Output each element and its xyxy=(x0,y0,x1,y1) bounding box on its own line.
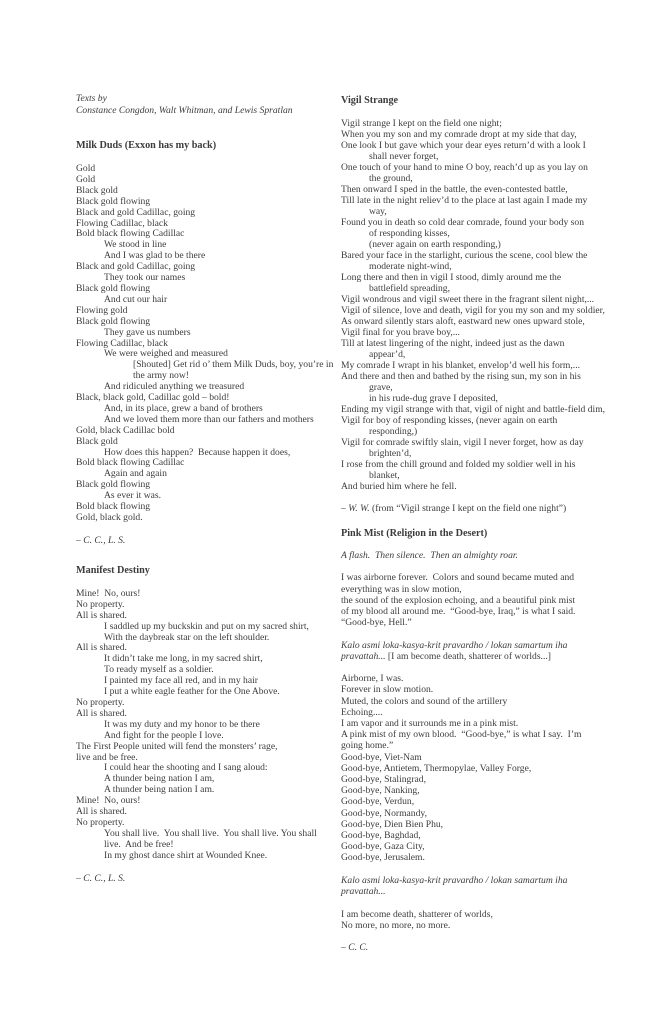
poem-line: shall never forget, xyxy=(369,151,439,162)
poem-line: Good-bye, Baghdad, xyxy=(341,830,421,842)
poem-line: Kalo asmi loka-kasya-krit pravardho / lokan samartum iha xyxy=(341,874,568,886)
poem-line: It didn’t take me long, in my sacred shirt, xyxy=(104,653,263,665)
poem-line: Found you in death so cold dear comrade, found your body son xyxy=(341,217,584,228)
poem-line: And there and then and bathed by the rising sun, my son in his xyxy=(341,371,581,382)
poem-line: And we loved them more than our fathers and mothers xyxy=(104,413,314,425)
poem-line: live. And be free! xyxy=(104,838,174,850)
poem-line: No property. xyxy=(76,816,125,828)
poem-line: of my blood all around me. “Good-bye, Iraq,” is what I said. xyxy=(341,606,576,618)
poem-line: blanket, xyxy=(369,470,400,481)
signature-source: (from “Vigil strange I kept on the field one night”) xyxy=(369,503,567,514)
poem-line: As ever it was. xyxy=(104,490,162,502)
poem-body xyxy=(76,164,342,524)
poem-line: Black gold flowing xyxy=(76,315,151,327)
signature-initials: – W. W. xyxy=(341,503,370,514)
poem-line: Gold xyxy=(76,163,96,174)
poem-line: Good-bye, Stalingrad, xyxy=(341,774,426,786)
poem-line: pravattah... xyxy=(341,886,386,898)
poem-line: Gold, black gold. xyxy=(76,512,143,523)
poem-line: pravattah... [I am become death, shatterer of worlds...] xyxy=(341,650,551,662)
poem-line: Black and gold Cadillac, going xyxy=(76,206,196,218)
poem-line: Then onward I sped in the battle, the even-contested battle, xyxy=(341,184,568,195)
right-column xyxy=(341,95,662,953)
poem-line: Vigil for boy of responding kisses, (never again on earth xyxy=(341,415,558,426)
poem-line: Till at latest lingering of the night, indeed just as the dawn xyxy=(341,338,565,349)
poem-line: Good-bye, Jerusalem. xyxy=(341,852,425,864)
poem-line: I am vapor and it surrounds me in a pink mist. xyxy=(341,718,519,730)
poem-line: I could hear the shooting and I sang aloud: xyxy=(104,762,268,774)
poem-line: We were weighed and measured xyxy=(104,348,228,360)
poem-line: Black gold xyxy=(76,184,118,196)
poem-line: All is shared. xyxy=(76,806,127,818)
poem-line: everything was in slow motion, xyxy=(341,583,462,595)
poem-line: When you my son and my comrade dropt at my side that day, xyxy=(341,129,577,140)
poem-line: Kalo asmi loka-kasya-krit pravardho / lokan samartum iha xyxy=(341,639,568,651)
poem-line: I put a white eagle feather for the One Above. xyxy=(104,686,280,698)
poem-line: moderate night-wind, xyxy=(369,261,452,272)
poem-section xyxy=(76,565,342,884)
signature-initials: – C. C. xyxy=(341,941,369,953)
poem-line: Black and gold Cadillac, going xyxy=(76,261,196,273)
poem-line: One touch of your hand to mine O boy, reach’d up as you lay on xyxy=(341,162,588,173)
blank-line xyxy=(341,561,662,572)
poem-line: A flash. Then silence. Then an almighty roar. xyxy=(341,550,518,561)
poem-line: Bold black flowing Cadillac xyxy=(76,457,185,469)
poem-line: My comrade I wrapt in his blanket, envelop’d well his form,... xyxy=(341,360,580,371)
poem-line: I was airborne forever. Colors and sound became muted and xyxy=(341,572,575,584)
poem-signature xyxy=(76,873,342,884)
poem-line: No property. xyxy=(76,696,125,708)
blank-line xyxy=(341,864,662,875)
poem-line: All is shared. xyxy=(76,707,127,719)
poem-line: Flowing gold xyxy=(76,304,128,316)
poem-line: Vigil wondrous and vigil sweet there in the fragrant silent night,... xyxy=(341,294,595,305)
poem-line: Black gold flowing xyxy=(76,195,151,207)
poem-line: Good-bye, Nanking, xyxy=(341,785,420,797)
poem-line: Mine! No, ours! xyxy=(76,795,141,807)
poem-line: [Shouted] Get rid o’ them Milk Duds, boy, you’re in xyxy=(133,359,334,371)
poem-line: They gave us numbers xyxy=(104,326,191,338)
poem-line: battlefield spreading, xyxy=(369,283,450,294)
section-title: Manifest Destiny xyxy=(76,564,150,576)
poem-line: Mine! No, ours! xyxy=(76,587,141,599)
poem-line: I saddled up my buckskin and put on my sacred shirt, xyxy=(104,620,309,632)
poem-line: grave, xyxy=(369,382,393,393)
poem-line: the sound of the explosion echoing, and a beautiful pink mist xyxy=(341,594,576,606)
poem-line: All is shared. xyxy=(76,642,127,654)
blank-line xyxy=(341,662,662,673)
left-sections xyxy=(76,140,342,884)
poem-line: A thunder being nation I am. xyxy=(104,784,215,796)
poem-line: No more, no more, no more. xyxy=(341,919,451,931)
poem-line: Bold black flowing Cadillac xyxy=(76,228,185,240)
poem-line: Bold black flowing xyxy=(76,501,151,513)
poem-body xyxy=(76,589,342,862)
poem-signature xyxy=(341,503,662,514)
poem-line: Forever in slow motion. xyxy=(341,684,434,696)
poem-line: Long there and then in vigil I stood, dimly around me the xyxy=(341,272,562,283)
poem-line: way, xyxy=(369,206,387,217)
poem-line: Till late in the night reliev’d to the place at last again I made my xyxy=(341,195,588,206)
poem-line: A pink mist of my own blood. “Good-bye,” is what I say. I’m xyxy=(341,729,582,741)
poem-line: Vigil of silence, love and death, vigil for you my son and my soldier, xyxy=(341,305,605,316)
poem-line: appear’d, xyxy=(369,349,406,360)
poem-signature xyxy=(76,535,342,546)
signature-initials: – C. C., L. S. xyxy=(76,534,126,546)
poem-line: brighten’d, xyxy=(369,448,412,459)
poem-line: Good-bye, Gaza City, xyxy=(341,841,425,853)
poem-line: Vigil for comrade swiftly slain, vigil I never forget, how as day xyxy=(341,437,584,448)
section-title: Vigil Strange xyxy=(341,95,399,106)
poem-line: Black gold flowing xyxy=(76,479,151,491)
poem-line: We stood in line xyxy=(104,239,167,251)
poem-line: Bared your face in the starlight, curious the scene, cool blew the xyxy=(341,250,588,261)
section-title: Milk Duds (Exxon has my back) xyxy=(76,140,217,151)
poem-line: the army now! xyxy=(133,370,189,382)
poem-line: How does this happen? Because happen it does, xyxy=(104,446,291,458)
poem-line: Good-bye, Viet-Nam xyxy=(341,751,422,763)
poem-signature xyxy=(341,942,662,953)
poem-line: I am become death, shatterer of worlds, xyxy=(341,908,493,920)
poem-line: They took our names xyxy=(104,272,186,284)
poem-line: A thunder being nation I am, xyxy=(104,773,215,785)
poem-line: “Good-bye, Hell.” xyxy=(341,617,412,629)
poem-line: To ready myself as a soldier. xyxy=(104,664,214,676)
poem-line: I rose from the chill ground and folded my soldier well in his xyxy=(341,459,576,470)
left-column xyxy=(76,93,342,884)
poem-line: (never again on earth responding,) xyxy=(369,239,501,250)
poem-line: No property. xyxy=(76,598,125,610)
poem-line: Good-bye, Verdun, xyxy=(341,796,415,808)
poem-line: The First People united will fend the monsters’ rage, xyxy=(76,740,278,752)
poem-line: I painted my face all red, and in my hair xyxy=(104,675,258,687)
poem-line: live and be free. xyxy=(76,751,138,763)
poem-line: One look I but gave which your dear eyes return’d with a look I xyxy=(341,140,586,151)
poem-line: Gold xyxy=(76,173,96,185)
poem-section xyxy=(341,95,662,514)
poem-line: Black, black gold, Cadillac gold – bold! xyxy=(76,392,230,404)
poem-body xyxy=(341,118,662,492)
blank-line xyxy=(341,628,662,639)
poem-line: Muted, the colors and sound of the artillery xyxy=(341,695,508,707)
right-sections xyxy=(341,95,662,953)
poem-line: Gold, black Cadillac bold xyxy=(76,424,175,436)
byline-texts-by: Texts by xyxy=(76,93,107,104)
byline-authors: Constance Congdon, Walt Whitman, and Lewis Spratlan xyxy=(76,104,293,116)
poem-line: Flowing Cadillac, black xyxy=(76,217,168,229)
poem-line: It was my duty and my honor to be there xyxy=(104,718,260,730)
poem-line: You shall live. You shall live. You shall live. You shall xyxy=(104,827,317,839)
blank-line xyxy=(341,897,662,908)
poem-line: responding,) xyxy=(369,426,418,437)
poem-line: And cut our hair xyxy=(104,293,168,305)
section-title: Pink Mist (Religion in the Desert) xyxy=(341,528,488,539)
poem-line: And, in its place, grew a band of brothers xyxy=(104,402,263,414)
poem-line: Again and again xyxy=(104,468,167,480)
poem-line-roman-tail: [I am become death, shatterer of worlds...] xyxy=(385,650,551,662)
poem-section xyxy=(341,528,662,953)
poem-line: And I was glad to be there xyxy=(104,250,206,262)
poem-line: As onward silently stars aloft, eastward new ones upward stole, xyxy=(341,316,585,327)
poem-line: With the daybreak star on the left shoulder. xyxy=(104,631,270,643)
byline xyxy=(76,93,342,116)
poem-line: the ground, xyxy=(369,173,413,184)
poem-line: Vigil strange I kept on the field one night; xyxy=(341,118,502,129)
poem-line: In my ghost dance shirt at Wounded Knee. xyxy=(104,849,268,861)
poem-line: Good-bye, Dien Bien Phu, xyxy=(341,818,444,830)
poem-line: Vigil final for you brave boy,... xyxy=(341,327,460,338)
poem-line: Good-bye, Antietem, Thermopylae, Valley Forge, xyxy=(341,762,532,774)
poem-line: And buried him where he fell. xyxy=(341,481,457,492)
poem-line: of responding kisses, xyxy=(369,228,450,239)
signature-initials: – C. C., L. S. xyxy=(76,872,126,884)
poem-line: And fight for the people I love. xyxy=(104,729,224,741)
poem-line: All is shared. xyxy=(76,609,127,621)
poem-body xyxy=(341,550,662,931)
poem-line: Flowing Cadillac, black xyxy=(76,337,168,349)
poem-line: Black gold xyxy=(76,435,118,447)
poem-line: Airborne, I was. xyxy=(341,673,404,685)
poem-section xyxy=(76,140,342,546)
poem-line: Good-bye, Normandy, xyxy=(341,807,427,819)
poem-line: Echoing.... xyxy=(341,706,383,718)
poem-line: in his rude-dug grave I deposited, xyxy=(369,393,498,404)
poem-line: Ending my vigil strange with that, vigil of night and battle-field dim, xyxy=(341,404,606,415)
poem-line: Black gold flowing xyxy=(76,282,151,294)
poem-line: going home.” xyxy=(341,740,394,752)
poem-line: And ridiculed anything we treasured xyxy=(104,381,245,393)
